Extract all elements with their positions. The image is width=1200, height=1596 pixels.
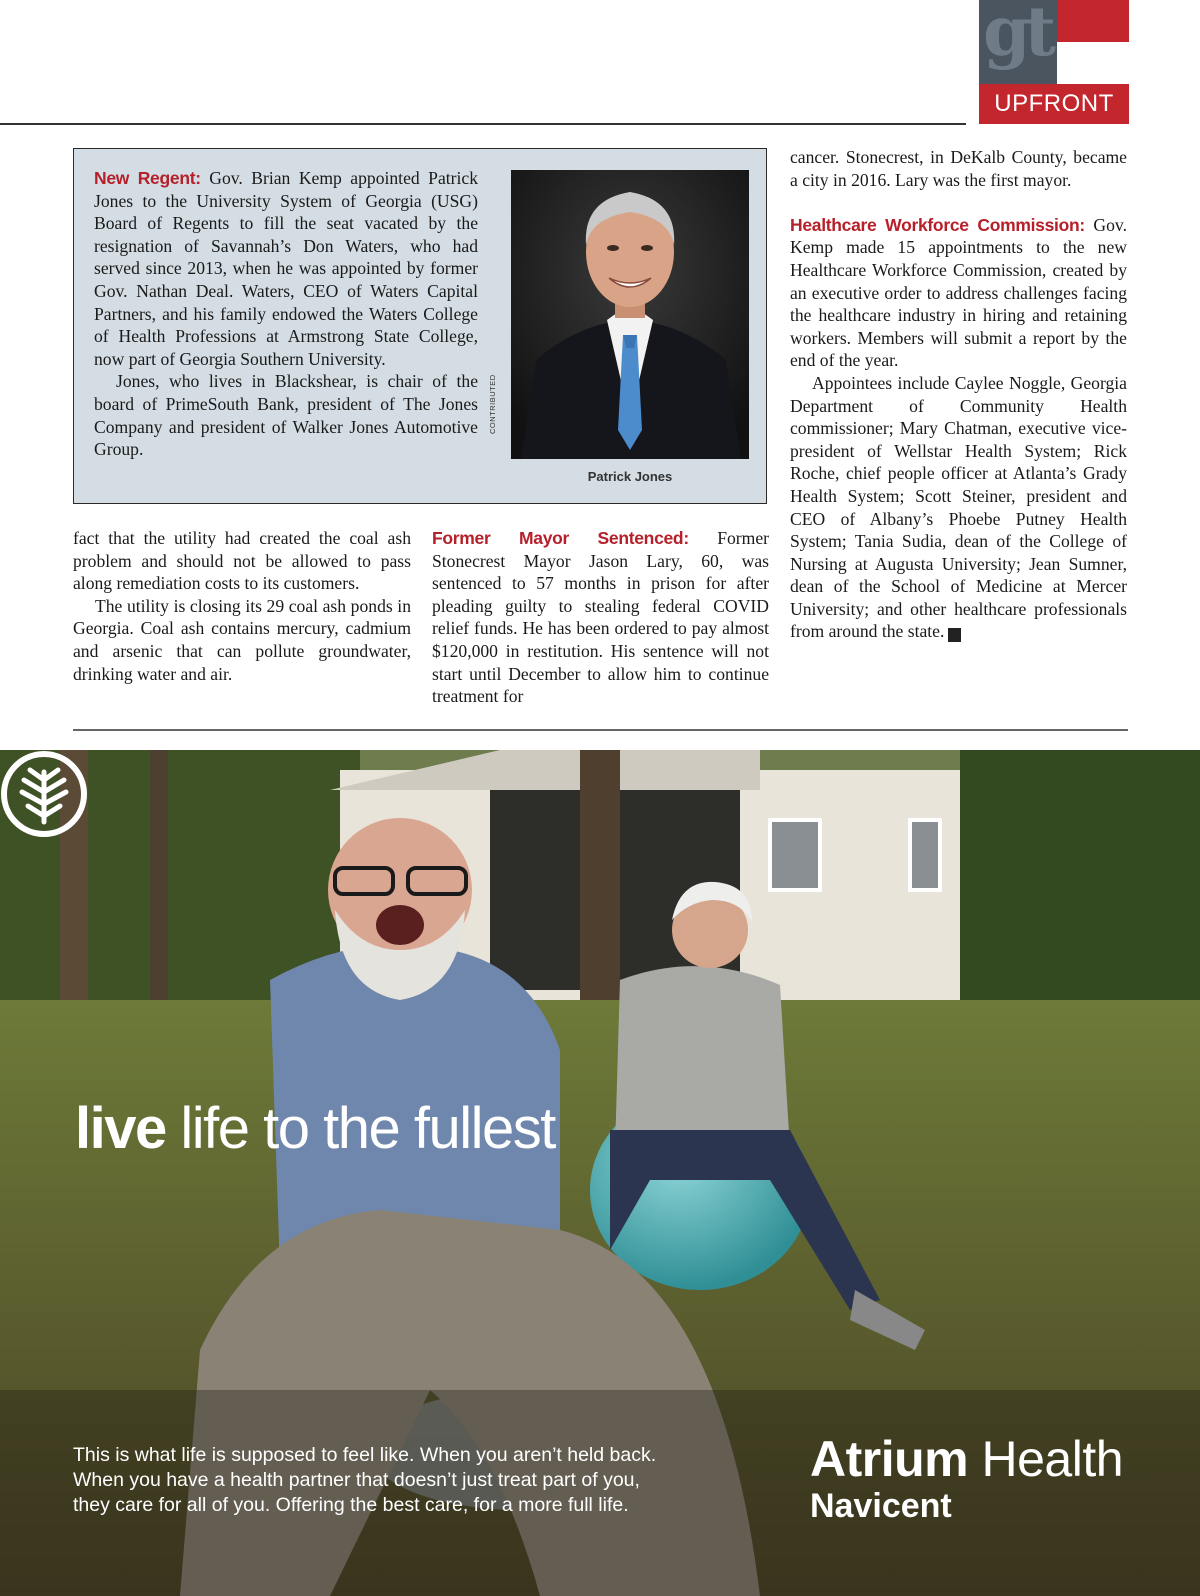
section-divider: [73, 729, 1128, 731]
atrium-leaf-icon: [0, 750, 88, 838]
column1-para1: fact that the utility had created the coal ash problem and should not be allowed to pass along remediation costs to its customers.: [73, 528, 411, 594]
logo-red-block: [1057, 0, 1129, 42]
column1-para2: The utility is closing its 29 coal ash ponds in Georgia. Coal ash contains mercury, cadmium and arsenic that can pollute groundwater, drinking water and air.: [73, 595, 411, 684]
atrium-health-ad: [0, 750, 1200, 1596]
sidebar-text: [94, 167, 478, 461]
end-mark-icon: M: [948, 628, 961, 642]
sidebar-para1: Gov. Brian Kemp appointed Patrick Jones to the University System of Georgia (USG) Board of Regents to fill the seat vacated by the resignation of Savannah’s Don Waters, who had served since 2013, when he was appointed by former Gov. Nathan Deal. Waters, CEO of Waters Capital Partners, and his family endowed the Waters College of Health Professions at Armstrong State College, now part of Georgia Southern University.: [94, 168, 478, 369]
ad-headline-bold: live: [75, 1096, 166, 1161]
portrait-photo: [511, 170, 749, 459]
column3-para1: cancer. Stonecrest, in DeKalb County, became a city in 2016. Lary was the first mayor.: [790, 147, 1127, 190]
logo-text: gt: [983, 0, 1050, 72]
photo-credit: CONTRIBUTED: [488, 374, 497, 434]
header-rule: [0, 123, 966, 125]
section-label: UPFRONT: [979, 84, 1129, 124]
column2-para1: Former Stonecrest Mayor Jason Lary, 60, was sentenced to 57 months in prison for after pleading guilty to stealing federal COVID relief funds. He has been ordered to pay almost $120,000 in restitution. His sentence will not start until December to allow him to continue treatment for: [432, 528, 769, 707]
photo-caption: Patrick Jones: [587, 469, 673, 484]
ad-body-line-3: they care for all of you. Offering the best care, for a more full life.: [73, 1494, 629, 1516]
column3-para3: Appointees include Caylee Noggle, Georgia Department of Community Health commissioner; Mary Chatman, executive vice-president of Wellstar Health System; Rick Roche, chief people officer at Atlanta’s Grady Health System; Scott Steiner, president and CEO of Albany’s Phoebe Putney Health System; Tania Sudia, dean of the College of Nursing at Augusta University; Jean Sumner, dean of the School of Medicine at Mercer University; and other healthcare professionals from around the state.: [790, 372, 1127, 642]
column2-kicker: Former Mayor Sentenced:: [432, 528, 689, 548]
sidebar-para2: Jones, who lives in Blackshear, is chair of the board of PrimeSouth Bank, president of The Jones Company and president of Walker Jones Automotive Group.: [94, 371, 478, 460]
ad-body-line-1: This is what life is supposed to feel like. When you aren’t held back.: [73, 1444, 657, 1466]
atrium-brand-bold: Atrium: [810, 1431, 969, 1487]
ad-body-line-2: When you have a health partner that doesn’t just treat part of you,: [73, 1469, 640, 1491]
atrium-brand-rest: Health: [968, 1431, 1124, 1487]
atrium-brand-name: [810, 1430, 1123, 1488]
column3-kicker: Healthcare Workforce Commission:: [790, 214, 1085, 235]
sidebar-kicker: New Regent:: [94, 168, 201, 188]
article-column-2: [432, 527, 769, 708]
sidebar-box: [73, 148, 767, 504]
ad-headline: [75, 1095, 555, 1162]
ad-headline-rest: life to the fullest: [165, 1096, 555, 1161]
logo-dark-block: [979, 0, 1057, 84]
column3-para2: Gov. Kemp made 15 appointments to the new Healthcare Workforce Commission, created by an executive order to address challenges facing the healthcare industry in hiring and retaining workers. Members will submit a report by the end of the year.: [790, 214, 1127, 371]
article-column-3: [790, 146, 1127, 643]
atrium-brand-sub: Navicent: [810, 1487, 952, 1525]
article-column-1: [73, 527, 411, 685]
magazine-logo: [979, 0, 1129, 124]
ad-body-copy: [73, 1443, 713, 1518]
